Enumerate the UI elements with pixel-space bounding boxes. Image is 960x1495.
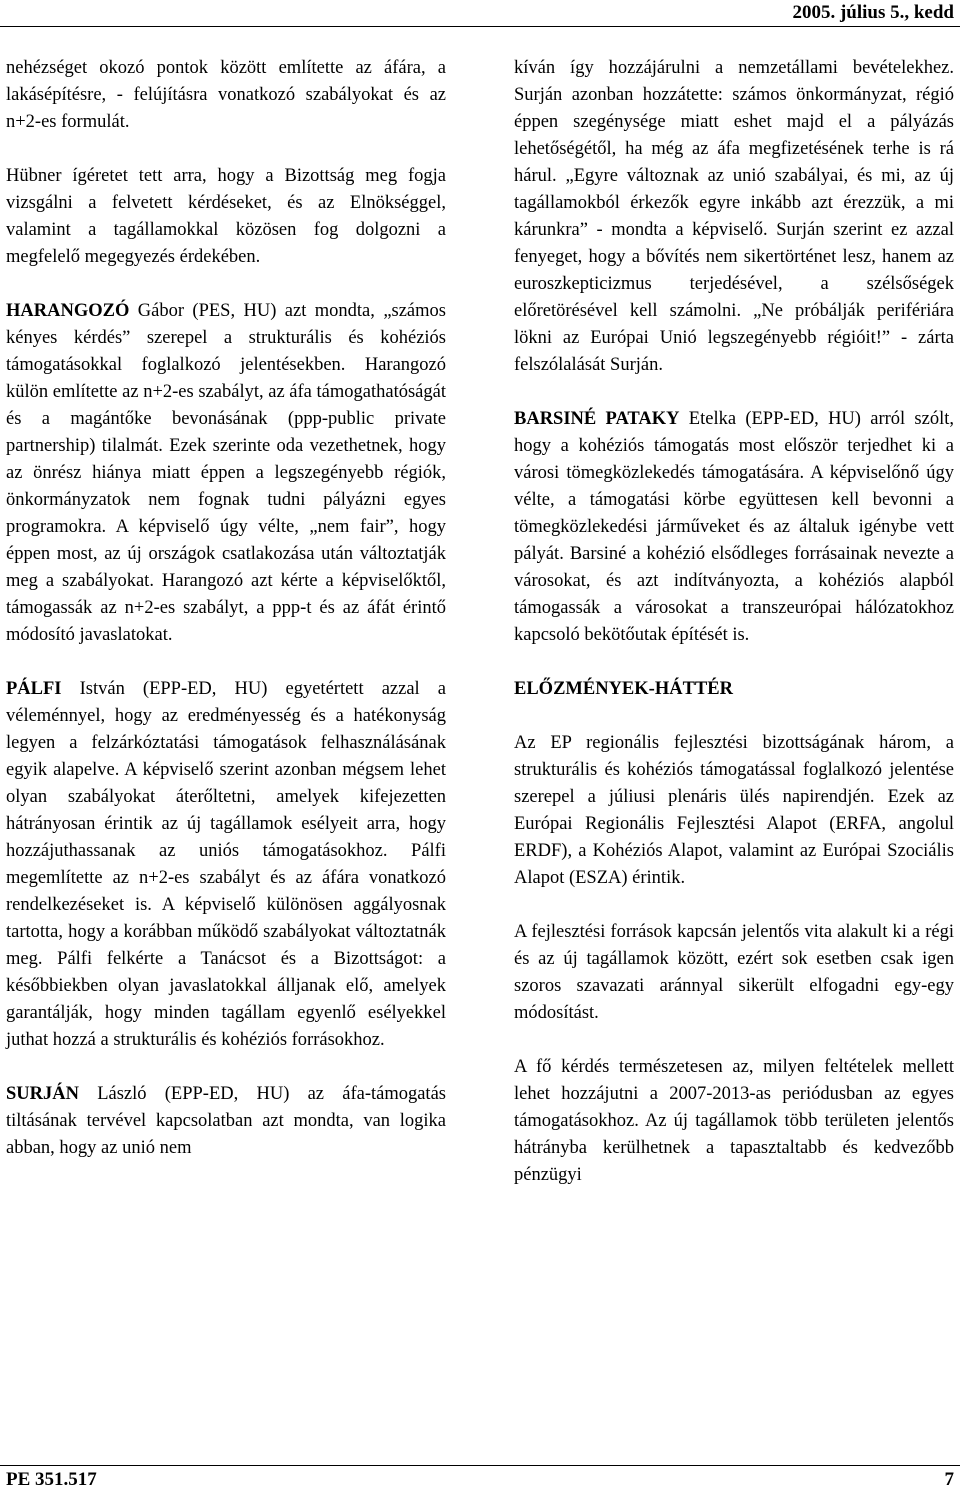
- header-rule: [0, 26, 960, 27]
- paragraph-surjan: [6, 1081, 446, 1162]
- paragraph: Az EP regionális fejlesztési bizottságának három, a strukturális és kohéziós támogatással foglalkozó jelentése szerepel a júliusi plenáris ülés napirendjén. Ezek az Európai Regionális Fejlesztési Alapot (ERFA, angolul ERDF), a Kohéziós Alapot, valamint az Európai Szociális Alapot (ESZA) érintik.: [514, 733, 954, 888]
- paragraph-harangozo: [6, 298, 446, 649]
- document-reference: PE 351.517: [6, 1469, 97, 1490]
- paragraph: Hübner ígéretet tett arra, hogy a Bizottság meg fogja vizsgálni a felvetett kérdéseket, és az Elnökséggel, valamint a tagállamokkal közösen fog dolgozni a megfelelő megegyezés érdekében.: [6, 166, 446, 267]
- paragraph: A fejlesztési források kapcsán jelentős vita alakult ki a régi és az új tagállamok között, ezért sok esetben csak igen szoros szavazati aránnyal sikerült elfogadni egy-egy módosítást.: [514, 922, 954, 1023]
- page-number: 7: [944, 1469, 954, 1490]
- paragraph-barsine: [514, 406, 954, 649]
- speaker-name: PÁLFI: [6, 679, 62, 699]
- paragraph-text: László (EPP-ED, HU) az áfa-támogatás tiltásának tervével kapcsolatban azt mondta, van logika abban, hogy az unió nem: [6, 1084, 446, 1158]
- paragraph: A fő kérdés természetesen az, milyen feltételek mellett lehet hozzájutni a 2007-2013-as periódusban az egyes támogatásokhoz. Az új tagállamok több területen jelentős hátrányba kerülhetnek a tapasztaltabb és kedvezőbb pénzügyi: [514, 1057, 954, 1185]
- speaker-name: SURJÁN: [6, 1084, 79, 1104]
- paragraph: kíván így hozzájárulni a nemzetállami bevételekhez. Surján azonban hozzátette: számos önkormányzat, régió éppen szegénysége miatt eshet majd el a pályázás lehetőségétől, ha még az áfa megfizetésének terhe is rá hárul. „Egyre változnak az unió szabályai, és mi, az új tagállamokból érkezők egyre inkább azt érezzük, a mi kárunkra” - mondta a képviselő. Surján szerint ez azzal fenyeget, hogy a bővítés nem sikertörténet lesz, hanem az euroszkepticizmus terjedésével, a szélsőségek előretörésével kell számolni. „Ne próbálják perifériára lökni az Európai Unió legszegényebb régióit!” - zárta felszólalását Surján.: [514, 58, 954, 375]
- paragraph-text: István (EPP-ED, HU) egyetértett azzal a véleménnyel, hogy az eredményesség és a hatékonyság legyen a felzárkóztatási támogatások felhasználásának egyik alapelve. A képviselő szerint azonban mégsem lehet olyan szabályokat áterőltetni, amelyek kifejezetten hátrányosan érintik az új tagállamok esélyeit arra, hogy hozzájuthassanak az uniós támogatásokhoz. Pálfi megemlítette az n+2-es szabályt és az áfára vonatkozó rendelkezéseket is. A képviselő különösen aggályosnak tartotta, hogy a korábban működő szabályokat változtatnák meg. Pálfi felkérte a Tanácsot és a Bizottságot: a későbbiekben olyan javaslatokkal álljanak elő, amelyek garantálják, hogy minden tagállam egyenlő esélyekkel juthat hozzá a strukturális és kohéziós forrásokhoz.: [6, 679, 446, 1050]
- speaker-name: HARANGOZÓ: [6, 301, 130, 321]
- right-column: [514, 55, 954, 1216]
- paragraph: nehézséget okozó pontok között említette az áfára, a lakásépítésre, - felújításra vonatkozó szabályokat és az n+2-es formulát.: [6, 58, 446, 132]
- paragraph-palfi: [6, 676, 446, 1054]
- speaker-name: BARSINÉ PATAKY: [514, 409, 680, 429]
- header-date: 2005. július 5., kedd: [792, 2, 954, 23]
- paragraph-text: Gábor (PES, HU) azt mondta, „számos kényes kérdés” szerepel a strukturális és kohéziós támogatásokkal foglalkozó jelentésekben. Harangozó külön említette az n+2-es szabályt, az áfa támogathatóságát és a magántőke bevonásának (ppp-public private partnership) tilalmát. Ezek szerinte oda vezethetnek, hogy az önrész hiánya miatt éppen a legszegényebb régiók, önkormányzatok nem fognak tudni pályázni egyes programokra. A képviselő úgy vélte, „nem fair”, hogy éppen most, az új országok csatlakozása után változtatják meg a szabályokat. Harangozó azt kérte a képviselőktől, támogassák az n+2-es szabályt, a ppp-t és az áfát érintő módosító javaslatokat.: [6, 301, 446, 645]
- section-heading: ELŐZMÉNYEK-HÁTTÉR: [514, 679, 733, 699]
- left-column: [6, 55, 446, 1189]
- paragraph-text: Etelka (EPP-ED, HU) arról szólt, hogy a kohéziós támogatás most először terjedhet ki a városi tömegközlekedés támogatására. A képviselőnő úgy vélte, a támogatási körbe együttesen kell bevonni a tömegközlekedési járműveket és az általuk igénybe vett pályát. Barsiné a kohézió elsődleges forrásainak nevezte a városokat, és azt indítványozta, a kohéziós alapból támogassák a városokat a transzeurópai hálózatokhoz kapcsoló bekötőutak építését is.: [514, 409, 954, 645]
- footer-rule: [0, 1465, 960, 1466]
